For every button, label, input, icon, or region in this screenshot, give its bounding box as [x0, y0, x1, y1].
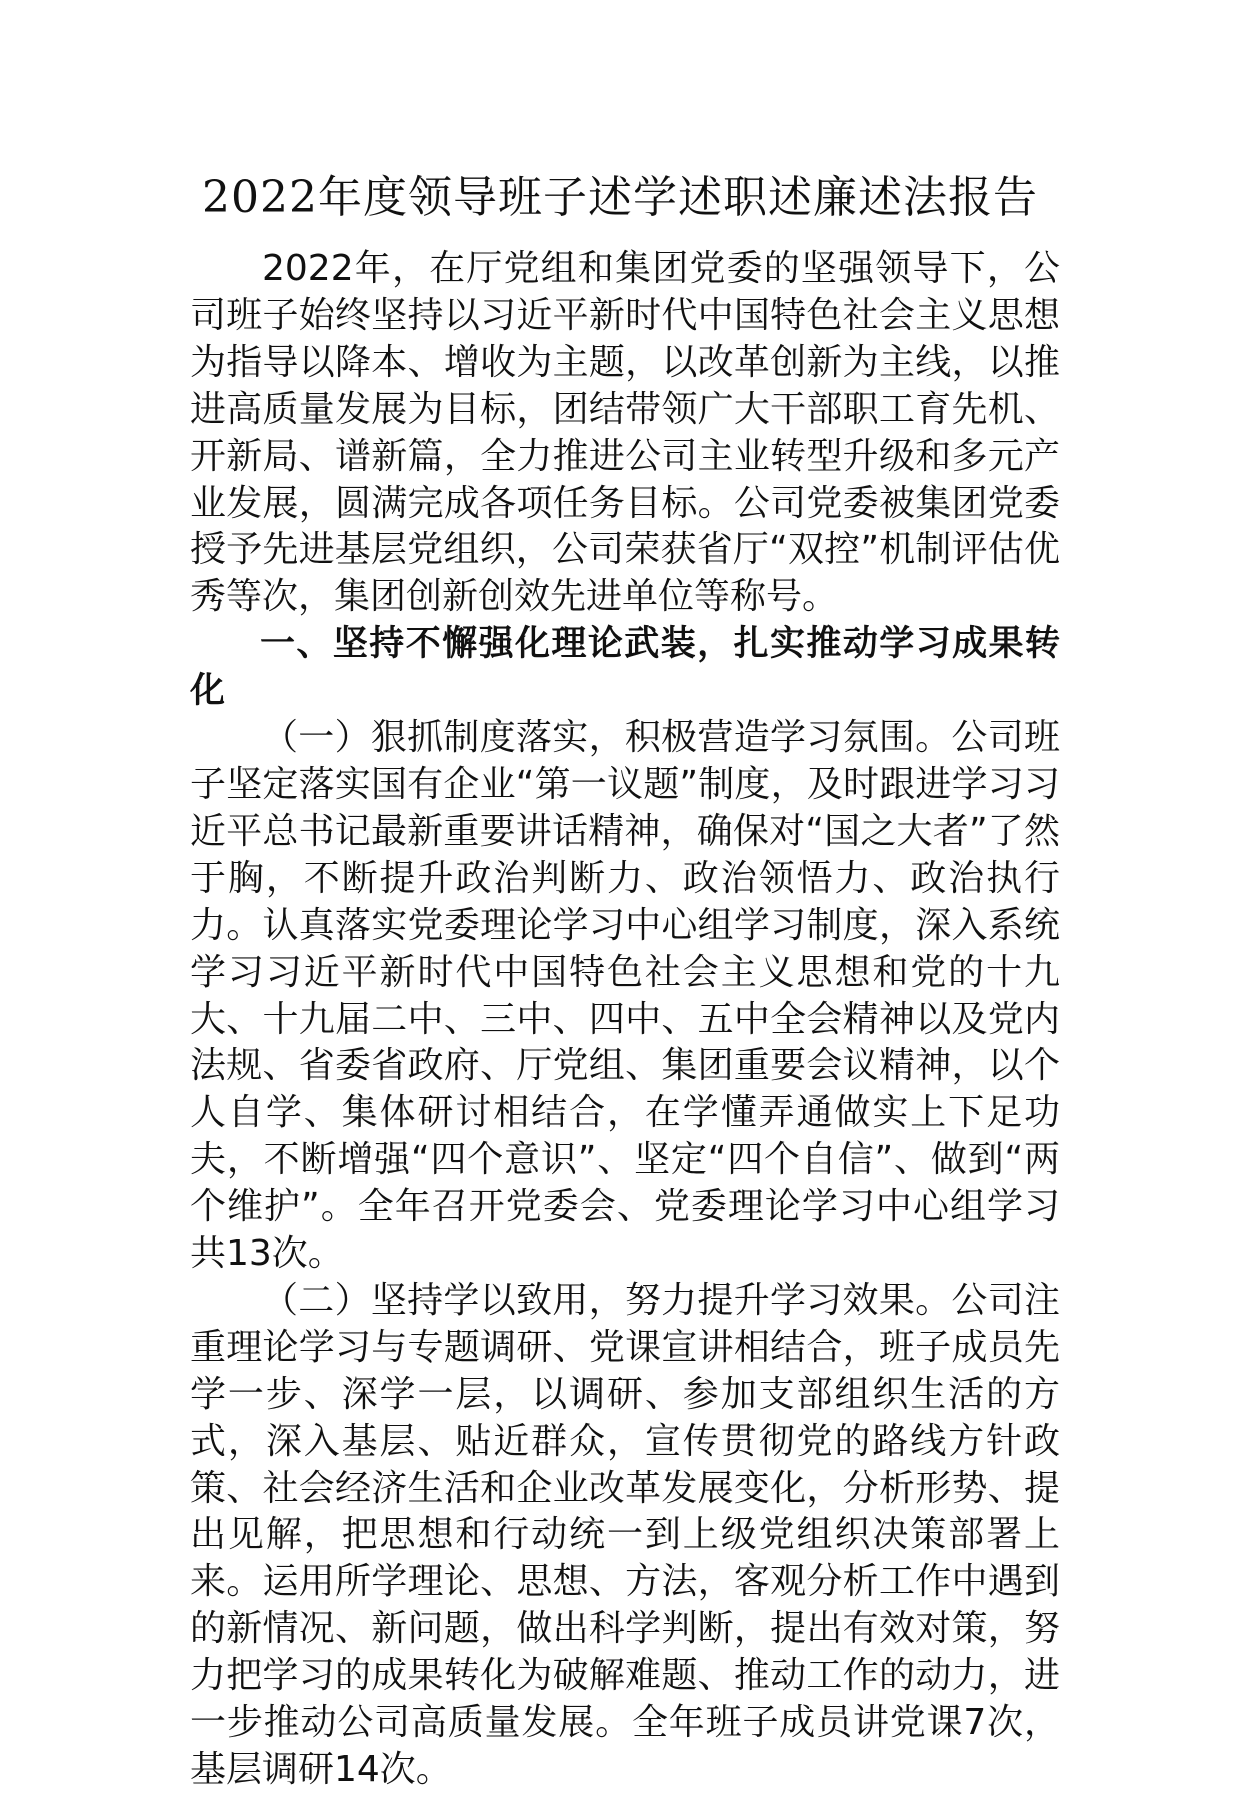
intro-paragraph: 2022年，在厅党组和集团党委的坚强领导下，公司班子始终坚持以习近平新时代中国特色社会主义思想为指导以降本、增收为主题，以改革创新为主线，以推进高质量发展为目标，团结带领广大干部职工育先机、开新局、谱新篇，全力推进公司主业转型升级和多元产业发展，圆满完成各项任务目标。公司党委被集团党委授予先进基层党组织，公司荣获省厅“双控”机制评估优秀等次，集团创新创效先进单位等称号。	[190, 248, 1060, 618]
document-body	[190, 246, 1060, 1794]
subsection-paragraph-2: （二）坚持学以致用，努力提升学习效果。公司注重理论学习与专题调研、党课宣讲相结合，班子成员先学一步、深学一层，以调研、参加支部组织生活的方式，深入基层、贴近群众，宣传贯彻党的路线方针政策、社会经济生活和企业改革发展变化，分析形势、提出见解，把思想和行动统一到上级党组织决策部署上来。运用所学理论、思想、方法，客观分析工作中遇到的新情况、新问题，做出科学判断，提出有效对策，努力把学习的成果转化为破解难题、推动工作的动力，进一步推动公司高质量发展。全年班子成员讲党课7次，基层调研14次。	[190, 1279, 1060, 1790]
section-heading-1: 一、坚持不懈强化理论武装，扎实推动学习成果转化	[190, 624, 1060, 712]
subsection-paragraph-1: （一）狠抓制度落实，积极营造学习氛围。公司班子坚定落实国有企业“第一议题”制度，及时跟进学习习近平总书记最新重要讲话精神，确保对“国之大者”了然于胸，不断提升政治判断力、政治领悟力、政治执行力。认真落实党委理论学习中心组学习制度，深入系统学习习近平新时代中国特色社会主义思想和党的十九大、十九届二中、三中、四中、五中全会精神以及党内法规、省委省政府、厅党组、集团重要会议精神，以个人自学、集体研讨相结合，在学懂弄通做实上下足功夫，不断增强“四个意识”、坚定“四个自信”、做到“两个维护”。全年召开党委会、党委理论学习中心组学习共13次。	[190, 717, 1060, 1275]
document-title: 2022年度领导班子述学述职述廉述法报告	[202, 172, 1038, 223]
